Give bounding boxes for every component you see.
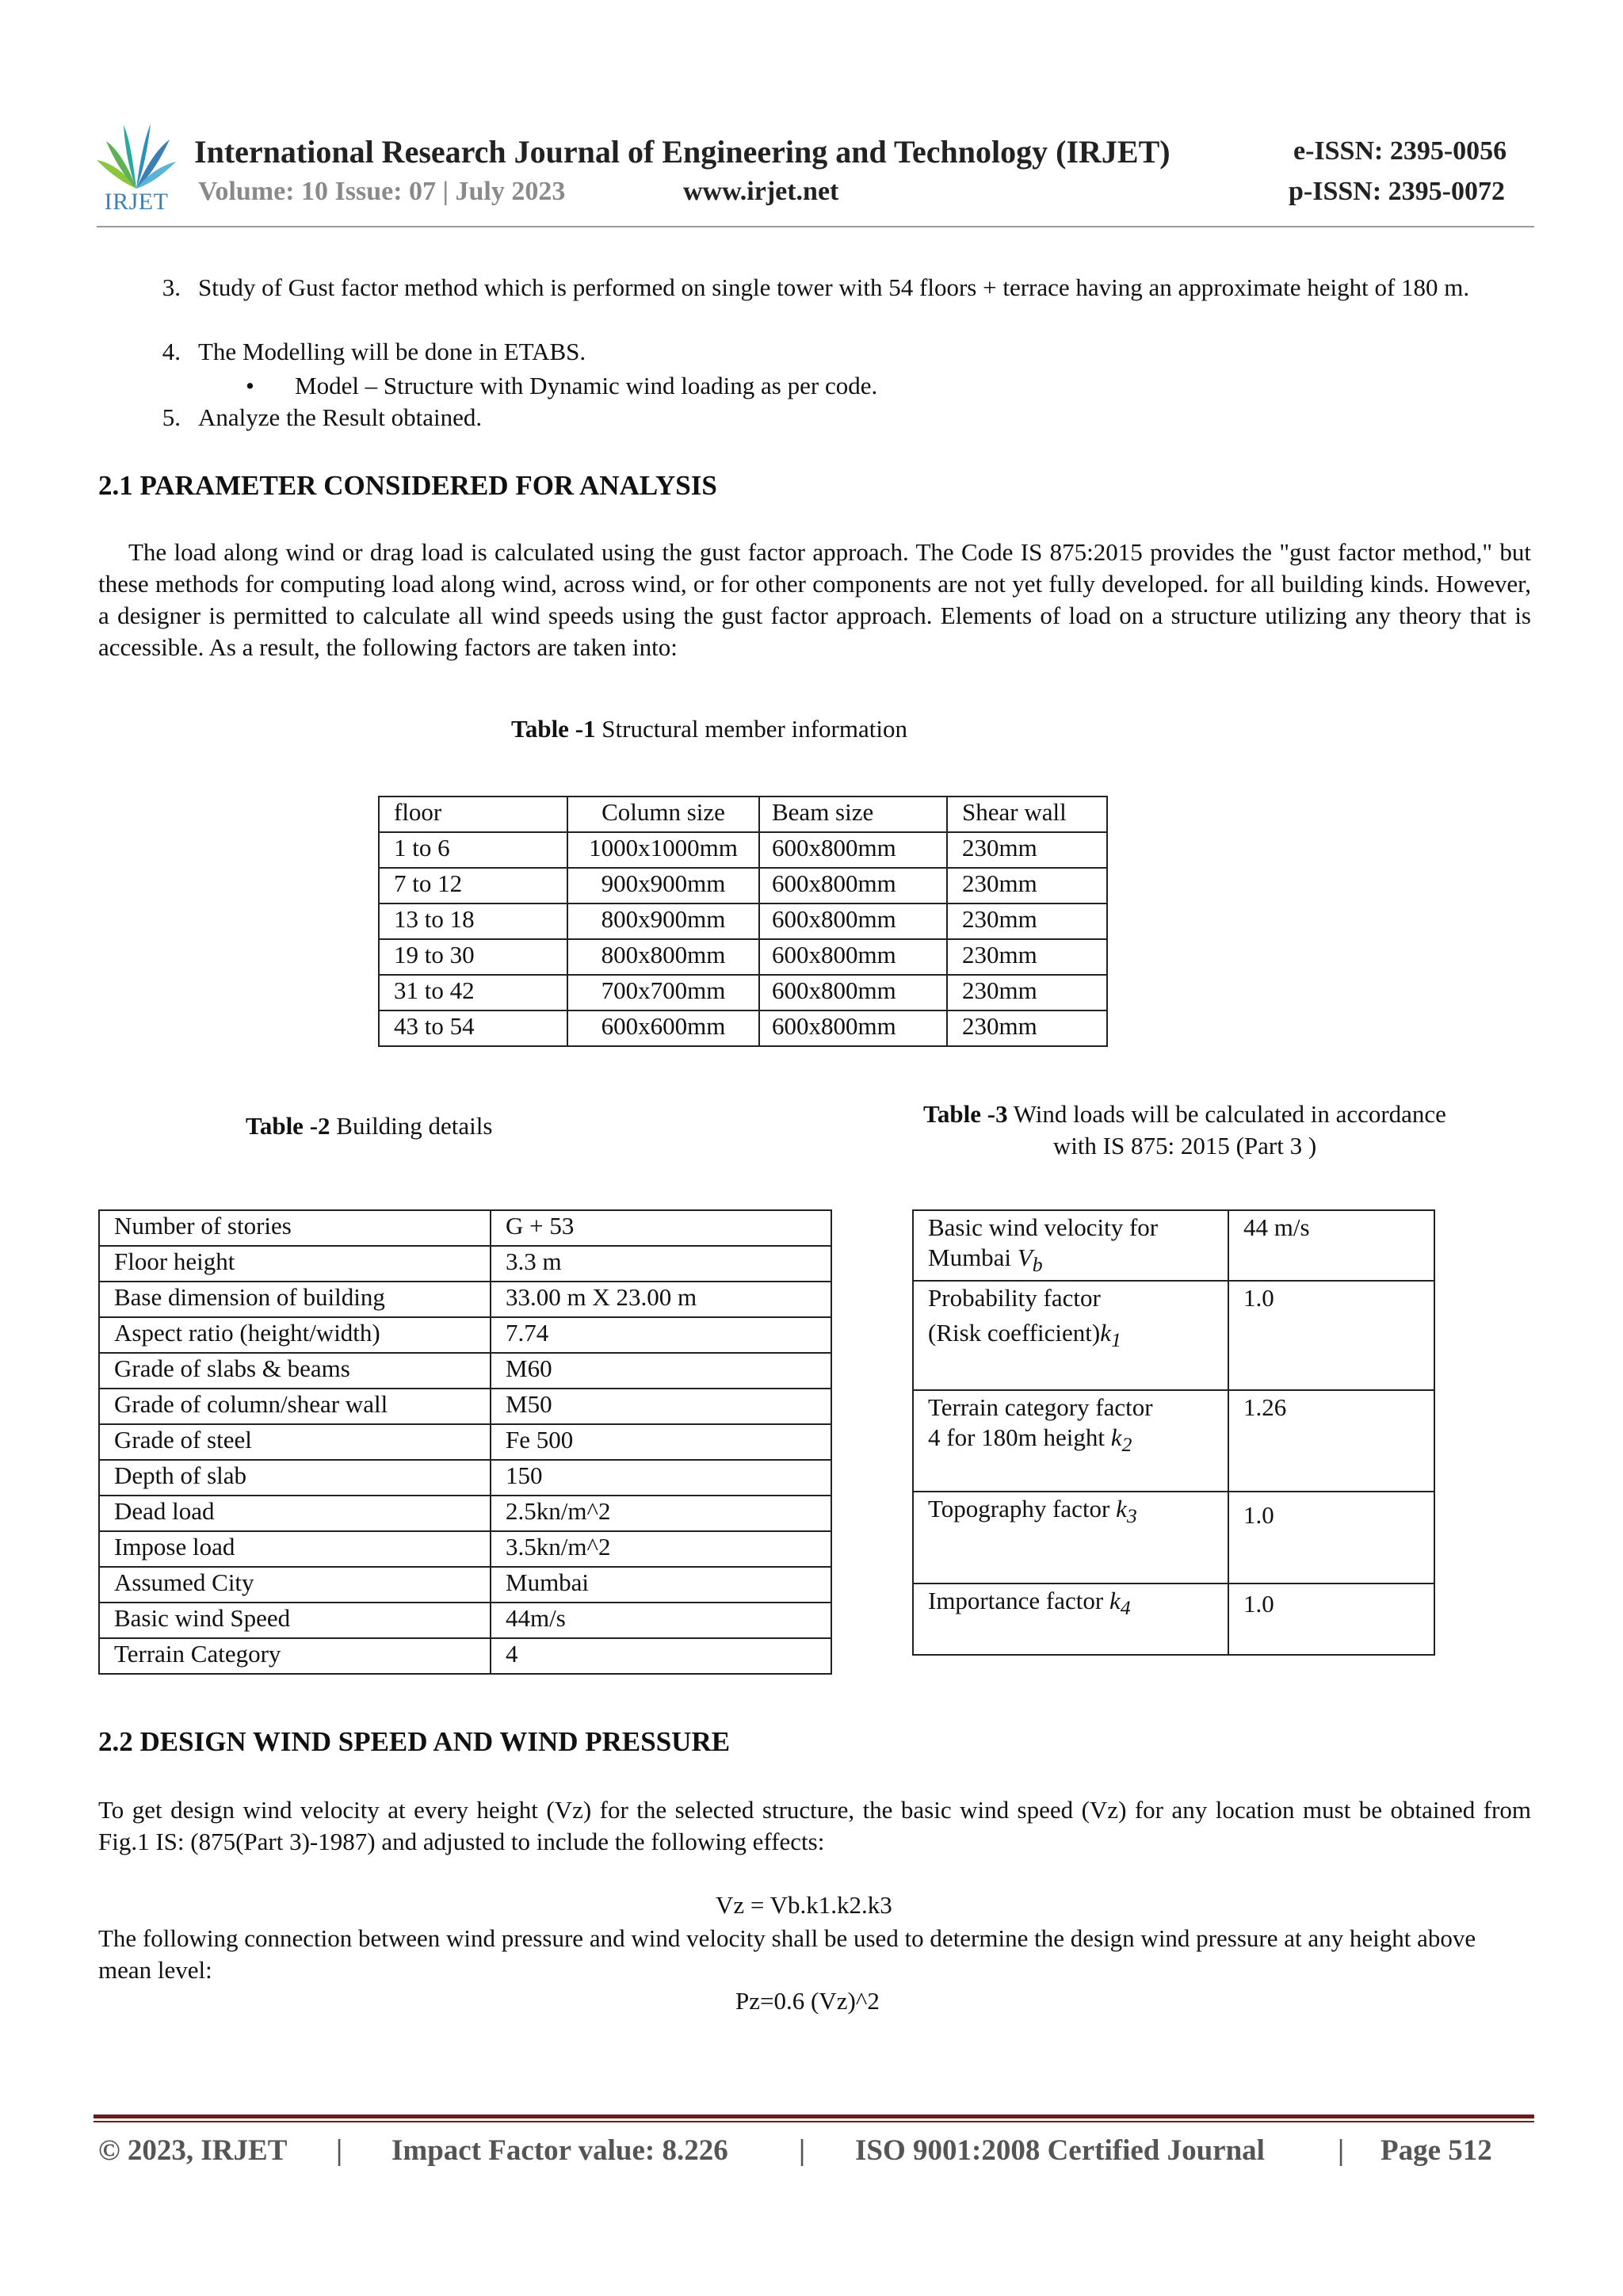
table-cell: Number of stories (99, 1210, 491, 1246)
wind-load-factors-table (912, 1209, 1435, 1656)
table-row (99, 1603, 831, 1638)
table-cell (913, 1584, 1228, 1655)
table-cell: Assumed City (99, 1567, 491, 1603)
header-divider (97, 226, 1534, 227)
equation: Vz = Vb.k1.k2.k3 (716, 1891, 892, 1919)
table-header-cell: floor (379, 797, 567, 832)
table-cell: 1.0 (1228, 1584, 1434, 1655)
list-number: 3. (162, 273, 181, 301)
table-row (99, 1567, 831, 1603)
bullet-text: Model – Structure with Dynamic wind loading as per code. (295, 372, 878, 399)
list-text: The Modelling will be done in ETABS. (198, 338, 586, 365)
footer-separator: | (799, 2134, 806, 2167)
list-text: Study of Gust factor method which is performed on single tower with 54 floors + terrace having an approximate height of 180 m. (198, 273, 1470, 301)
table-cell: 1.0 (1228, 1492, 1434, 1584)
table-cell: 3.3 m (491, 1246, 831, 1282)
cell-text: (Risk coefficient) (928, 1319, 1101, 1347)
paragraph: The following connection between wind pressure and wind velocity shall be used to determine the design wind pressure at any height above mean level: (98, 1924, 1476, 1984)
table-row (379, 868, 1107, 904)
caption-label: Table -2 (246, 1112, 330, 1140)
table-row (99, 1424, 831, 1460)
table-cell: 600x600mm (567, 1010, 759, 1046)
table-cell: 600x800mm (759, 939, 947, 975)
symbol-subscript: 4 (1120, 1596, 1131, 1620)
symbol-subscript: 2 (1121, 1433, 1132, 1457)
list-item (149, 402, 1560, 434)
table-cell: Grade of column/shear wall (99, 1389, 491, 1424)
table-cell: Depth of slab (99, 1460, 491, 1496)
cell-text: 4 for 180m height (928, 1423, 1111, 1452)
table-header-cell: Beam size (759, 797, 947, 832)
table-cell: 19 to 30 (379, 939, 567, 975)
table-row (379, 939, 1107, 975)
footer-divider (94, 2115, 1534, 2118)
table-cell: 13 to 18 (379, 904, 567, 939)
section-heading: 2.1 PARAMETER CONSIDERED FOR ANALYSIS (98, 470, 717, 501)
table-cell: 44 m/s (1228, 1210, 1434, 1281)
paragraph: The load along wind or drag load is calculated using the gust factor approach. The Code IS 875:2015 provides the "gust factor method," but these methods for computing load along wind, across wind, or for other components are not yet fully developed. for all building kinds. However, a designer is permitted to calculate all wind speeds using the gust factor approach. Elements of load on a structure utilizing any theory that is accessible. As a result, the following factors are taken into: (98, 538, 1531, 661)
table-cell: 600x800mm (759, 975, 947, 1010)
cell-text: Mumbai (928, 1244, 1018, 1271)
table-row (99, 1638, 831, 1674)
cell-line (928, 1423, 1213, 1460)
cell-line (928, 1243, 1213, 1280)
table-cell: Base dimension of building (99, 1282, 491, 1317)
logo-leaves-icon (94, 116, 179, 195)
symbol-subscript: 1 (1110, 1328, 1121, 1352)
table-cell: 31 to 42 (379, 975, 567, 1010)
table-cell: Impose load (99, 1531, 491, 1567)
table-cell: 230mm (947, 1010, 1107, 1046)
bullet-item (246, 370, 1197, 402)
footer-page-number: Page 512 (1381, 2134, 1492, 2167)
table-header-row (379, 797, 1107, 832)
logo-text: IRJET (104, 189, 169, 215)
table-cell: 2.5kn/m^2 (491, 1496, 831, 1531)
table-cell (913, 1390, 1228, 1492)
table-cell: 43 to 54 (379, 1010, 567, 1046)
caption-label: Table -1 (511, 715, 596, 743)
table-row (99, 1246, 831, 1282)
table-row (99, 1389, 831, 1424)
table-cell: 800x800mm (567, 939, 759, 975)
symbol-subscript: b (1032, 1253, 1043, 1277)
table-row (913, 1584, 1434, 1655)
caption-label: Table -3 (923, 1100, 1008, 1128)
table-cell: 800x900mm (567, 904, 759, 939)
table-row (99, 1496, 831, 1531)
table-cell: 230mm (947, 868, 1107, 904)
table-row (913, 1492, 1434, 1584)
table-cell: Floor height (99, 1246, 491, 1282)
table-caption (246, 1110, 492, 1142)
footer-divider (94, 2121, 1534, 2122)
section-heading: 2.2 DESIGN WIND SPEED AND WIND PRESSURE (98, 1726, 731, 1757)
paragraph: To get design wind velocity at every height (Vz) for the selected structure, the basic wind speed (Vz) for any location must be obtained from Fig.1 IS: (875(Part 3)-1987) and adjusted to include the following effects: (98, 1796, 1531, 1855)
e-issn: e-ISSN: 2395-0056 (1293, 136, 1507, 166)
table-cell: 44m/s (491, 1603, 831, 1638)
journal-logo (94, 116, 179, 216)
table-cell: 600x800mm (759, 868, 947, 904)
table-caption (511, 713, 907, 745)
table-row (99, 1460, 831, 1496)
symbol: k (1110, 1423, 1122, 1452)
footer-separator: | (336, 2134, 343, 2167)
list-number: 4. (162, 338, 181, 365)
table-cell: 33.00 m X 23.00 m (491, 1282, 831, 1317)
table-cell: M60 (491, 1353, 831, 1389)
table-cell: Mumbai (491, 1567, 831, 1603)
cell-line: Basic wind velocity for (928, 1213, 1159, 1241)
table-cell: 600x800mm (759, 1010, 947, 1046)
symbol: k (1100, 1319, 1111, 1347)
table-cell: Grade of steel (99, 1424, 491, 1460)
bullet-icon: • (246, 372, 254, 399)
caption-text: with IS 875: 2015 (Part 3 ) (1052, 1132, 1317, 1159)
table-cell: Basic wind Speed (99, 1603, 491, 1638)
journal-website-link[interactable]: www.irjet.net (683, 177, 839, 206)
symbol-subscript: 3 (1126, 1504, 1137, 1528)
table-row (99, 1531, 831, 1567)
table-cell: Grade of slabs & beams (99, 1353, 491, 1389)
table-row (99, 1282, 831, 1317)
list-number: 5. (162, 403, 181, 431)
structural-member-table (378, 796, 1108, 1047)
table-row (379, 904, 1107, 939)
volume-issue: Volume: 10 Issue: 07 | July 2023 (198, 177, 566, 206)
caption-text: Wind loads will be calculated in accordance (1007, 1100, 1446, 1128)
footer-separator: | (1338, 2134, 1345, 2167)
table-row (99, 1353, 831, 1389)
cell-line (928, 1318, 1213, 1355)
cell-line: Probability factor (928, 1284, 1101, 1312)
table-cell: 1.0 (1228, 1281, 1434, 1390)
table-cell (913, 1210, 1228, 1281)
table-cell: 230mm (947, 904, 1107, 939)
table-cell: 900x900mm (567, 868, 759, 904)
table-cell: 7 to 12 (379, 868, 567, 904)
table-header-cell: Column size (567, 797, 759, 832)
table-cell: 600x800mm (759, 832, 947, 868)
table-header-cell: Shear wall (947, 797, 1107, 832)
symbol: V (1017, 1244, 1033, 1271)
cell-line: Terrain category factor (928, 1393, 1153, 1422)
table-cell: G + 53 (491, 1210, 831, 1246)
table-cell: 1000x1000mm (567, 832, 759, 868)
table-cell: 150 (491, 1460, 831, 1496)
table-cell: 3.5kn/m^2 (491, 1531, 831, 1567)
table-cell: 600x800mm (759, 904, 947, 939)
table-row (913, 1210, 1434, 1281)
table-cell: Aspect ratio (height/width) (99, 1317, 491, 1353)
equation: Pz=0.6 (Vz)^2 (735, 1987, 880, 2015)
table-cell: 230mm (947, 939, 1107, 975)
table-cell: 230mm (947, 832, 1107, 868)
table-row (913, 1281, 1434, 1390)
footer-iso: ISO 9001:2008 Certified Journal (855, 2134, 1265, 2167)
caption-text: Structural member information (595, 715, 907, 743)
table-caption (876, 1098, 1494, 1162)
table-row (913, 1390, 1434, 1492)
table-cell: Terrain Category (99, 1638, 491, 1674)
table-cell (913, 1492, 1228, 1584)
table-row (99, 1210, 831, 1246)
table-cell: 7.74 (491, 1317, 831, 1353)
footer-impact-factor: Impact Factor value: 8.226 (391, 2134, 728, 2167)
journal-title: International Research Journal of Engineering and Technology (IRJET) (194, 134, 1170, 170)
building-details-table (98, 1209, 832, 1675)
symbol: k (1116, 1495, 1127, 1523)
symbol: k (1109, 1587, 1121, 1615)
list-text: Analyze the Result obtained. (198, 403, 483, 431)
table-cell: 1 to 6 (379, 832, 567, 868)
table-cell: M50 (491, 1389, 831, 1424)
table-cell: Fe 500 (491, 1424, 831, 1460)
cell-text: Importance factor (928, 1587, 1109, 1615)
table-row (379, 1010, 1107, 1046)
caption-text: Building details (330, 1112, 493, 1140)
table-cell: 700x700mm (567, 975, 759, 1010)
table-row (379, 975, 1107, 1010)
table-row (379, 832, 1107, 868)
table-row (99, 1317, 831, 1353)
footer-copyright: © 2023, IRJET (98, 2134, 288, 2167)
cell-text: Topography factor (928, 1495, 1117, 1523)
table-cell: 1.26 (1228, 1390, 1434, 1492)
list-item (149, 336, 1560, 368)
table-cell: 4 (491, 1638, 831, 1674)
p-issn: p-ISSN: 2395-0072 (1289, 177, 1505, 206)
table-cell: 230mm (947, 975, 1107, 1010)
list-item (149, 272, 1560, 335)
table-cell (913, 1281, 1228, 1390)
table-cell: Dead load (99, 1496, 491, 1531)
